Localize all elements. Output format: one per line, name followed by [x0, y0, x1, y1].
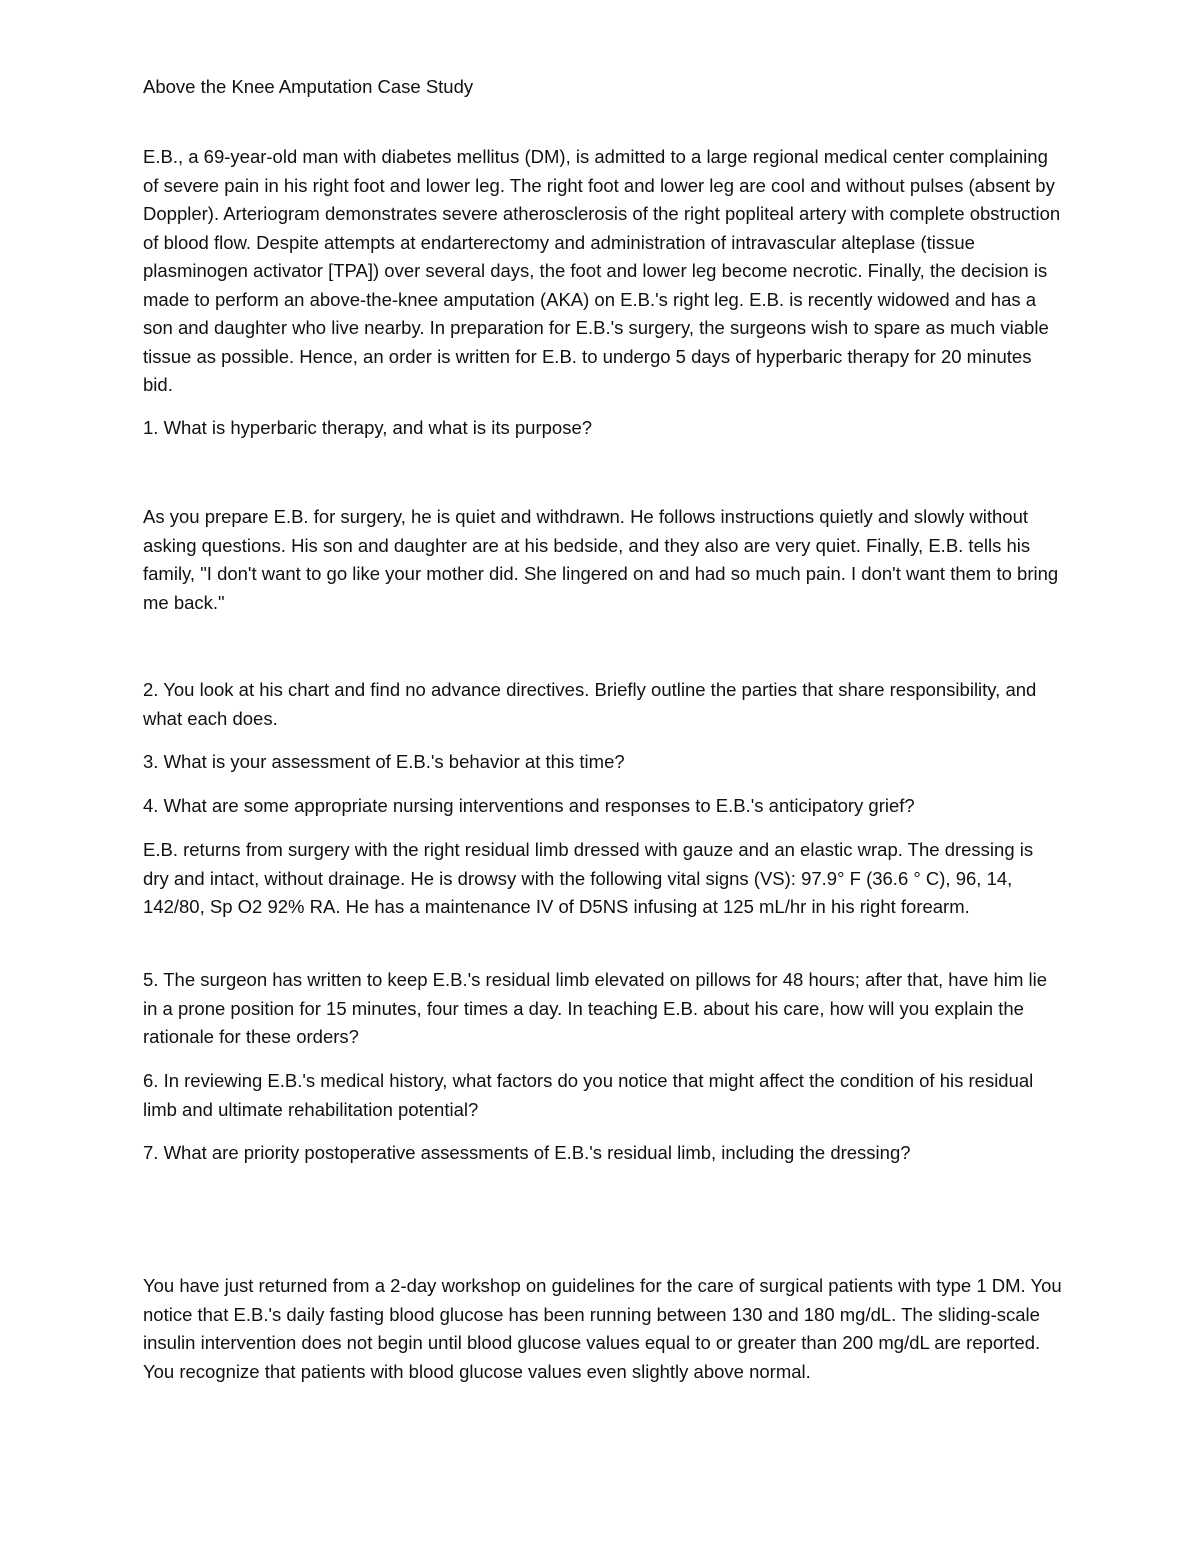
question-7: 7. What are priority postoperative assessments of E.B.'s residual limb, including the dressing? [143, 1142, 911, 1163]
question-5: 5. The surgeon has written to keep E.B.'s residual limb elevated on pillows for 48 hours; after that, have him lie in a prone position for 15 minutes, four times a day. In teaching E.B. about his care, how will you explain the rationale for these orders? [143, 969, 1048, 1047]
workshop-paragraph: You have just returned from a 2-day workshop on guidelines for the care of surgical patients with type 1 DM. You notice that E.B.'s daily fasting blood glucose has been running between 130 and 180 mg/dL. The sliding-scale insulin intervention does not begin until blood glucose values equal to or greater than 200 mg/dL are reported. You recognize that patients with blood glucose values even slightly above normal. [143, 1275, 1062, 1382]
case-intro-paragraph: E.B., a 69-year-old man with diabetes mellitus (DM), is admitted to a large regional medical center complaining of severe pain in his right foot and lower leg. The right foot and lower leg are cool and without pulses (absent by Doppler). Arteriogram demonstrates severe atherosclerosis of the right popliteal artery with complete obstruction of blood flow. Despite attempts at endarterectomy and administration of intravascular alteplase (tissue plasminogen activator [TPA]) over several days, the foot and lower leg become necrotic. Finally, the decision is made to perform an above-the-knee amputation (AKA) on E.B.'s right leg. E.B. is recently widowed and has a son and daughter who live nearby. In preparation for E.B.'s surgery, the surgeons wish to spare as much viable tissue as possible. Hence, an order is written for E.B. to undergo 5 days of hyperbaric therapy for 20 minutes bid. [143, 146, 1061, 395]
question-4: 4. What are some appropriate nursing interventions and responses to E.B.'s anticipatory grief? [143, 795, 915, 816]
question-6: 6. In reviewing E.B.'s medical history, what factors do you notice that might affect the condition of his residual limb and ultimate rehabilitation potential? [143, 1070, 1034, 1120]
surgery-prep-paragraph: As you prepare E.B. for surgery, he is quiet and withdrawn. He follows instructions quietly and slowly without asking questions. His son and daughter are at his bedside, and they also are very quiet. Finally, E.B. tells his family, "I don't want to go like your mother did. She lingered on and had so much pain. I don't want them to bring me back." [143, 506, 1059, 613]
question-3: 3. What is your assessment of E.B.'s behavior at this time? [143, 751, 625, 772]
post-surgery-paragraph: E.B. returns from surgery with the right residual limb dressed with gauze and an elastic wrap. The dressing is dry and intact, without drainage. He is drowsy with the following vital signs (VS): 97.9° F (36.6 ° C), 96, 14, 142/80, Sp O2 92% RA. He has a maintenance IV of D5NS infusing at 125 mL/hr in his right forearm. [143, 839, 1034, 917]
question-2: 2. You look at his chart and find no advance directives. Briefly outline the parties that share responsibility, and what each does. [143, 679, 1037, 729]
document-title: Above the Knee Amputation Case Study [143, 76, 474, 97]
question-1: 1. What is hyperbaric therapy, and what is its purpose? [143, 417, 593, 438]
